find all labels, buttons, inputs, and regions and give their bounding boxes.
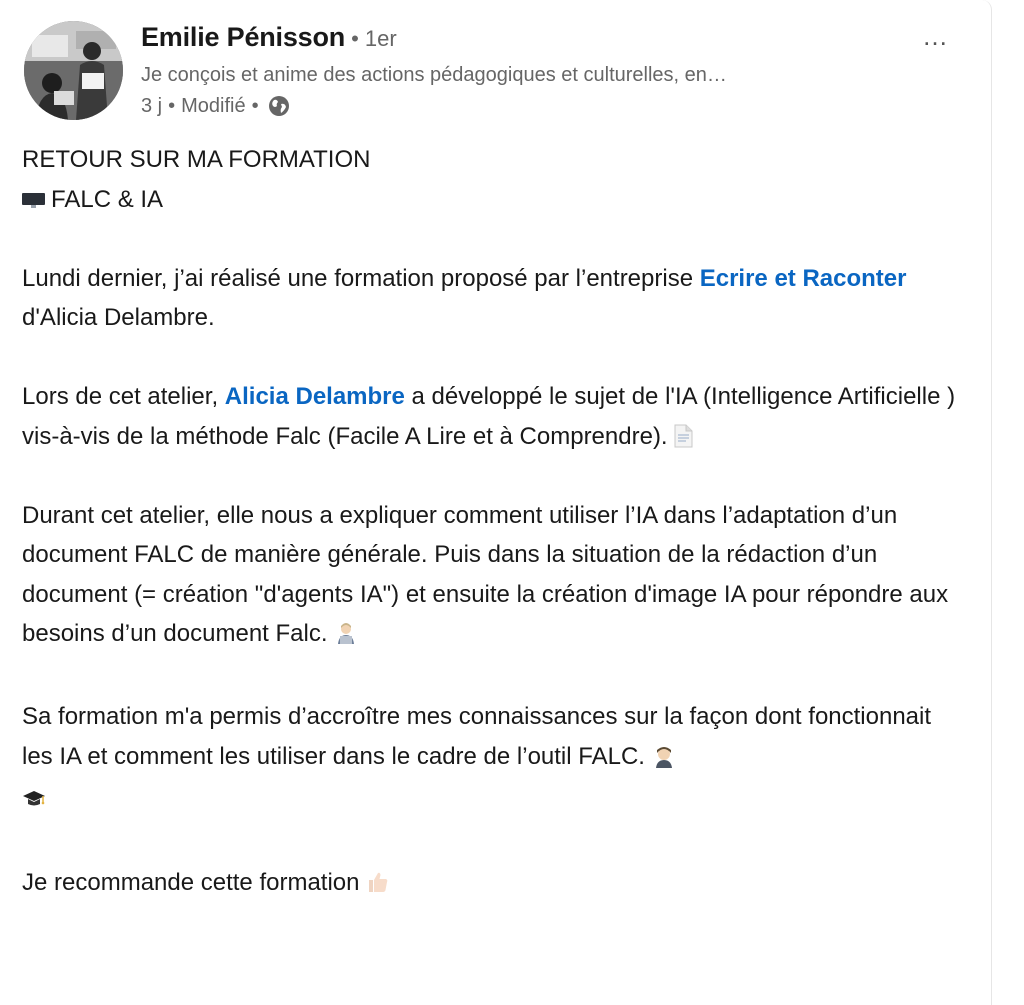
page-facing-up-emoji-icon xyxy=(672,421,694,445)
post-paragraph-5 xyxy=(22,863,962,907)
post-paragraph-3 xyxy=(22,496,962,658)
paragraph-text: Sa formation m'a permis d’accroître mes connaissances sur la façon dont fonctionnait les IA et comment les utiliser dans le cadre de l’outil FALC. xyxy=(22,703,932,770)
paragraph-text: Lors de cet atelier, xyxy=(22,383,225,410)
paragraph-text: Lundi dernier, j’ai réalisé une formation proposé par l’entreprise xyxy=(22,264,700,292)
post-body xyxy=(22,140,962,907)
desktop-computer-emoji-icon xyxy=(22,193,45,208)
post-meta xyxy=(141,94,291,118)
author-name[interactable]: Emilie Pénisson xyxy=(141,22,346,52)
author-name-row xyxy=(141,22,397,58)
connection-degree: • 1er xyxy=(351,26,397,51)
paragraph-text: Durant cet atelier, elle nous a expliquer comment utiliser l’IA dans l’adaptation d’un document FALC de manière générale. Puis dans la situation de la rédaction d’un document (= création "d'agents IA") et ensuite la création d'image IA pour répondre aux besoins d’un document Falc. xyxy=(22,501,949,647)
graduation-cap-emoji-icon xyxy=(22,784,46,824)
more-options-button[interactable]: … xyxy=(922,20,950,51)
post-subtitle-text: FALC & IA xyxy=(51,185,164,213)
author-avatar[interactable] xyxy=(24,21,123,120)
avatar-photo xyxy=(24,21,123,120)
woman-technologist-emoji-icon xyxy=(334,618,358,658)
post-paragraph-2 xyxy=(22,377,962,456)
person-mention-link[interactable]: Alicia Delambre xyxy=(224,383,405,410)
post-paragraph-4 xyxy=(22,697,962,824)
post-title-line: RETOUR SUR MA FORMATION xyxy=(22,146,371,173)
post-time: 3 j xyxy=(141,94,163,117)
thumbs-up-emoji-icon xyxy=(366,867,390,907)
post-subtitle-line xyxy=(22,180,962,220)
author-headline[interactable]: Je conçois et anime des actions pédagogiques et culturelles, en… xyxy=(141,64,727,86)
meta-separator: • xyxy=(251,94,259,117)
company-mention-link[interactable]: Ecrire et Raconter xyxy=(699,264,907,292)
paragraph-text: a développé le sujet de l'IA (Intelligence Artificielle ) vis-à-vis de la méthode Falc (Facile A Lire et à Comprendre). xyxy=(22,383,956,450)
post-edited-label: Modifié xyxy=(181,94,246,117)
meta-separator: • xyxy=(168,94,176,117)
paragraph-text: d'Alicia Delambre. xyxy=(22,304,215,331)
paragraph-text: Je recommande cette formation xyxy=(22,869,360,896)
globe-icon xyxy=(267,94,291,118)
post-paragraph-1 xyxy=(22,259,962,338)
teacher-emoji-icon xyxy=(652,741,676,781)
